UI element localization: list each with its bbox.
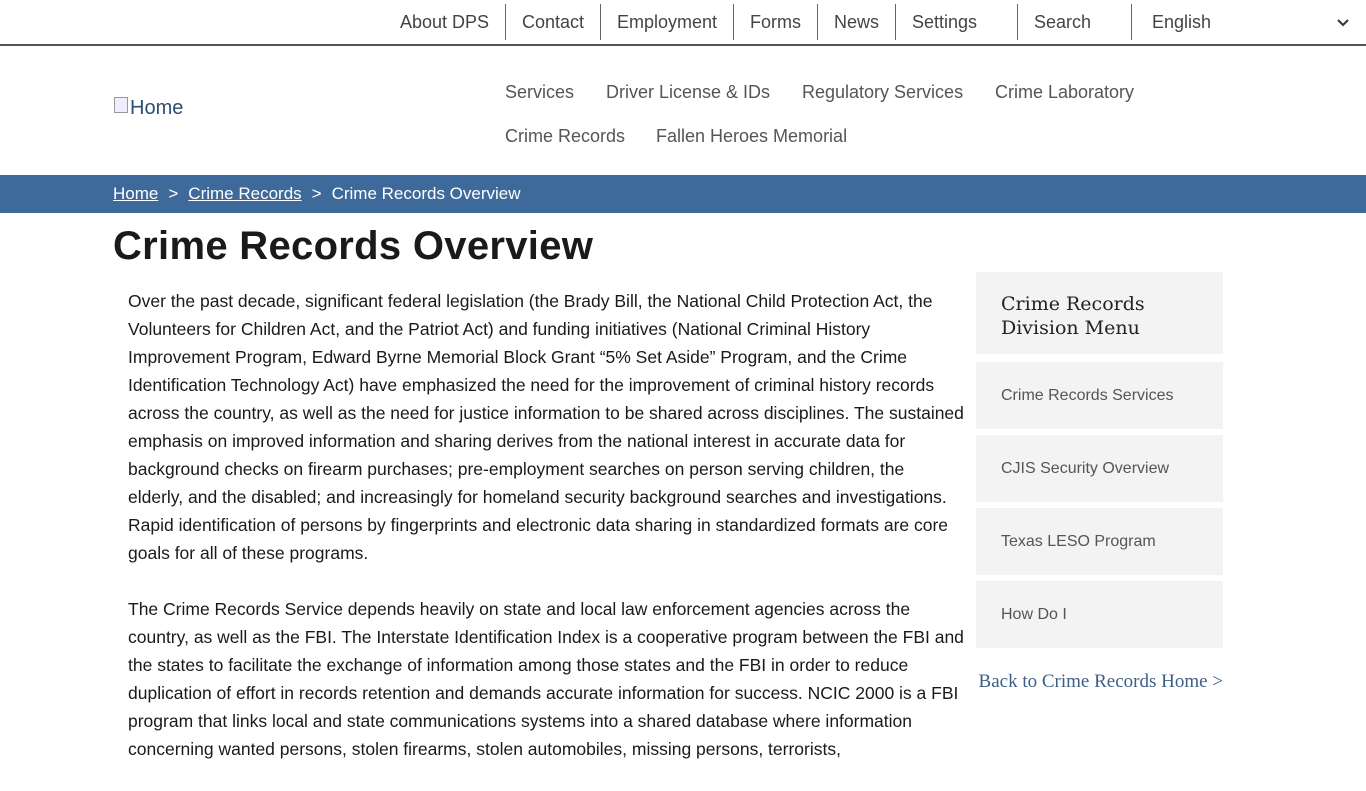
main-content: [128, 287, 964, 791]
nav-link-driver-license[interactable]: Driver License & IDs: [606, 82, 771, 102]
back-to-crime-records-link[interactable]: Back to Crime Records Home >: [978, 671, 1223, 692]
sidebar-item-how-do-i[interactable]: How Do I: [976, 581, 1223, 648]
site-logo[interactable]: [114, 97, 183, 120]
broken-image-icon: [114, 97, 128, 113]
nav-link-crime-records[interactable]: Crime Records: [505, 126, 626, 146]
language-select[interactable]: English: [1152, 12, 1212, 32]
logo-alt-text: Home: [130, 97, 184, 119]
division-sidebar: [976, 272, 1223, 696]
breadcrumb: [0, 175, 1366, 213]
breadcrumb-crime-records-link[interactable]: Crime Records: [188, 184, 302, 203]
chevron-down-icon[interactable]: [1335, 12, 1351, 32]
utility-link-about-dps[interactable]: About DPS: [384, 4, 506, 40]
sidebar-item-cjis-security[interactable]: CJIS Security Overview: [976, 435, 1223, 502]
utility-link-search[interactable]: Search: [1018, 4, 1132, 40]
page-title: Crime Records Overview: [113, 224, 594, 268]
nav-link-fallen-heroes[interactable]: Fallen Heroes Memorial: [656, 126, 848, 146]
nav-link-services[interactable]: Services: [505, 82, 575, 102]
content-paragraph: Over the past decade, significant federal legislation (the Brady Bill, the National Child Protection Act, the Volunteers for Children Act, and the Patriot Act) and funding initiatives (National Criminal History Improvement Program, Edward Byrne Memorial Block Grant “5% Set Aside” Program, and the Crime Identification Technology Act) have emphasized the need for the improvement of criminal history records across the country, as well as the need for justice information to be shared across disciplines. The sustained emphasis on improved information and sharing derives from the national interest in accurate data for background checks on firearm purchases; pre-employment searches on person serving children, the elderly, and the disabled; and increasingly for homeland security background searches and investigations. Rapid identification of persons by fingerprints and electronic data sharing in standardized formats are core goals for all of these programs.: [128, 291, 964, 563]
utility-link-employment[interactable]: Employment: [601, 4, 734, 40]
breadcrumb-home-link[interactable]: Home: [113, 184, 159, 203]
utility-link-news[interactable]: News: [818, 4, 896, 40]
nav-link-regulatory-services[interactable]: Regulatory Services: [802, 82, 964, 102]
breadcrumb-current: Crime Records Overview: [331, 184, 521, 203]
nav-link-crime-laboratory[interactable]: Crime Laboratory: [995, 82, 1135, 102]
content-paragraph: The Crime Records Service depends heavily on state and local law enforcement agencies across the country, as well as the FBI. The Interstate Identification Index is a cooperative program between the FBI and the states to facilitate the exchange of information among those states and the FBI in order to reduce duplication of effort in records retention and demands accurate information for success. NCIC 2000 is a FBI program that links local and state communications systems into a shared database where information concerning wanted persons, stolen firearms, stolen automobiles, missing persons, terrorists,: [128, 599, 964, 759]
sidebar-item-crime-records-services[interactable]: Crime Records Services: [976, 362, 1223, 429]
utility-link-contact[interactable]: Contact: [506, 4, 601, 40]
utility-link-forms[interactable]: Forms: [734, 4, 818, 40]
sidebar-item-texas-leso[interactable]: Texas LESO Program: [976, 508, 1223, 575]
breadcrumb-separator: >: [311, 184, 322, 203]
breadcrumb-separator: >: [168, 184, 179, 203]
sidebar-title: Crime Records Division Menu: [976, 272, 1223, 354]
utility-link-settings[interactable]: Settings: [896, 4, 1018, 40]
utility-nav: [0, 0, 1366, 46]
